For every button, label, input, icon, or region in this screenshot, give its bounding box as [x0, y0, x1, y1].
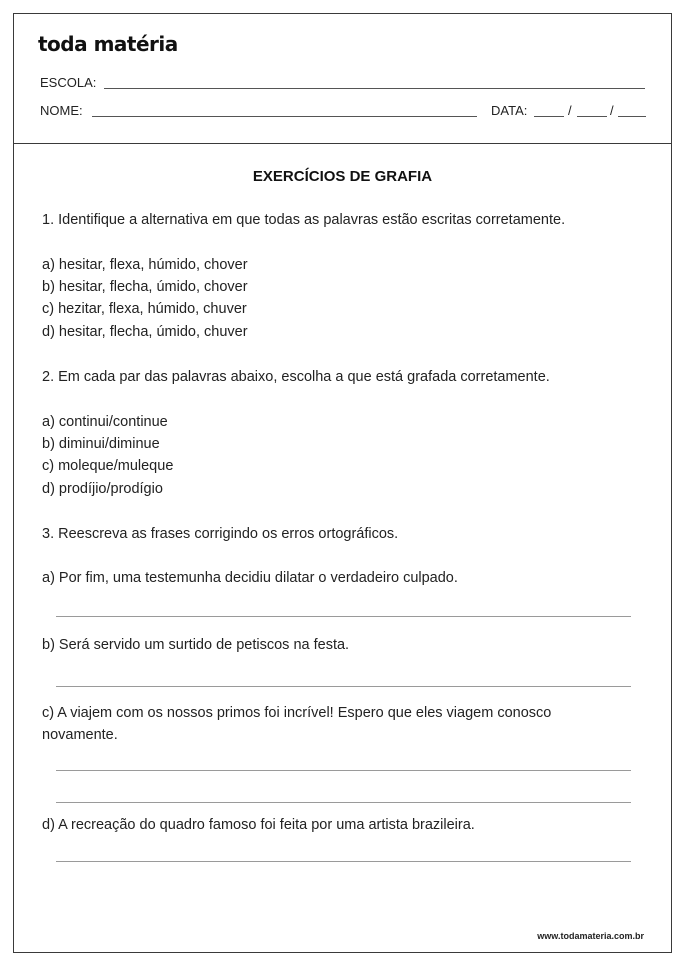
q1-option-c: c) hezitar, flexa, húmido, chuver	[42, 301, 247, 317]
brand-logo: toda matéria	[38, 32, 178, 56]
answer-line-c-2[interactable]	[56, 802, 631, 803]
footer-url: www.todamateria.com.br	[537, 931, 644, 941]
name-field[interactable]	[92, 116, 477, 117]
q2-option-a: a) continui/continue	[42, 414, 168, 430]
answer-line-b[interactable]	[56, 686, 631, 687]
school-field[interactable]	[104, 88, 645, 89]
school-label: ESCOLA:	[40, 75, 97, 90]
q3-item-c: c) A viajem com os nossos primos foi incrível! Espero que eles viagem conosco	[42, 705, 552, 721]
answer-line-a[interactable]	[56, 616, 631, 617]
name-label: NOME:	[40, 103, 83, 118]
q2-option-b: b) diminui/diminue	[42, 436, 160, 452]
q3-item-a: a) Por fim, uma testemunha decidiu dilatar o verdadeiro culpado.	[42, 570, 458, 586]
q3-item-d: d) A recreação do quadro famoso foi feita por uma artista brazileira.	[42, 817, 475, 833]
date-separator: /	[610, 103, 614, 118]
answer-line-d[interactable]	[56, 861, 631, 862]
q1-option-d: d) hesitar, flecha, úmido, chuver	[42, 324, 248, 340]
date-day-field[interactable]	[534, 116, 564, 117]
q2-option-c: c) moleque/muleque	[42, 458, 174, 474]
date-month-field[interactable]	[577, 116, 607, 117]
question-3: 3. Reescreva as frases corrigindo os erros ortográficos.	[42, 526, 399, 542]
date-year-field[interactable]	[618, 116, 646, 117]
worksheet-header	[14, 14, 671, 144]
q1-option-a: a) hesitar, flexa, húmido, chover	[42, 257, 248, 273]
worksheet	[13, 13, 672, 953]
page-title: EXERCÍCIOS DE GRAFIA	[252, 168, 433, 185]
question-1: 1. Identifique a alternativa em que todas as palavras estão escritas corretamente.	[42, 212, 566, 228]
date-separator: /	[568, 103, 572, 118]
question-2: 2. Em cada par das palavras abaixo, escolha a que está grafada corretamente.	[42, 369, 550, 385]
date-label: DATA:	[491, 103, 528, 118]
answer-line-c-1[interactable]	[56, 770, 631, 771]
q3-item-c-continuation: novamente.	[42, 727, 118, 743]
q2-option-d: d) prodíjio/prodígio	[42, 481, 163, 497]
q1-option-b: b) hesitar, flecha, úmido, chover	[42, 279, 248, 295]
q3-item-b: b) Será servido um surtido de petiscos na festa.	[42, 637, 350, 653]
